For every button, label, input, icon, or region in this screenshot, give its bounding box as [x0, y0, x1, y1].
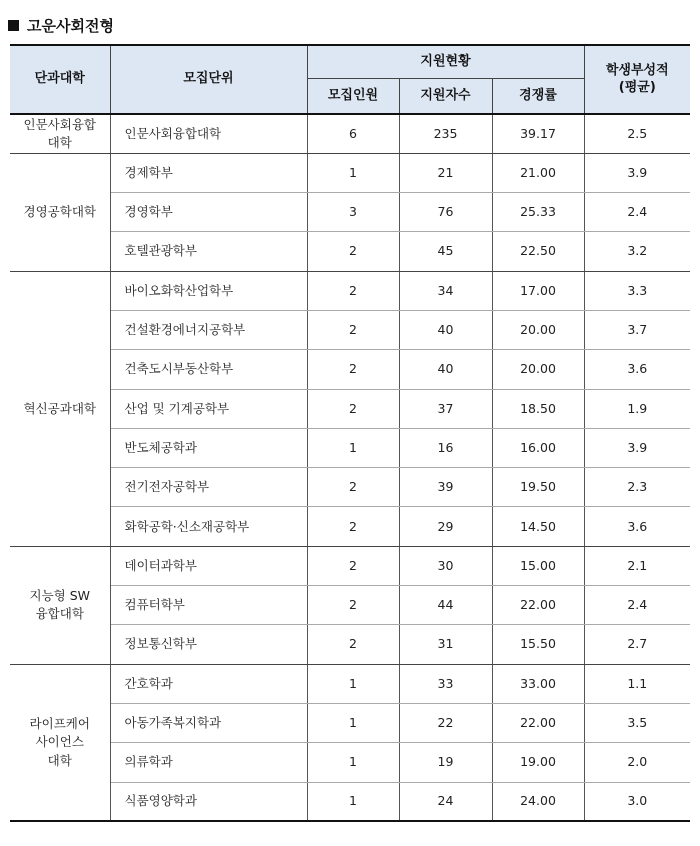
square-bullet-icon: [8, 20, 19, 31]
table-row: [10, 664, 690, 703]
unit-cell: 바이오화학산업학부: [110, 271, 307, 310]
applicants-cell: 21: [399, 153, 492, 192]
table-row: [10, 153, 690, 192]
applicants-cell: 37: [399, 389, 492, 428]
college-name-line: 혁신공과대학: [23, 400, 96, 416]
gpa-cell: 2.0: [584, 743, 690, 782]
unit-cell: 호텔관광학부: [110, 232, 307, 271]
quota-cell: 1: [307, 428, 399, 467]
applicants-cell: 24: [399, 782, 492, 821]
quota-cell: 2: [307, 389, 399, 428]
unit-cell: 데이터과학부: [110, 546, 307, 585]
gpa-cell: 3.2: [584, 232, 690, 271]
ratio-cell: 14.50: [492, 507, 584, 546]
applicants-cell: 34: [399, 271, 492, 310]
ratio-cell: 18.50: [492, 389, 584, 428]
ratio-cell: 20.00: [492, 350, 584, 389]
table-row: [10, 350, 690, 389]
ratio-cell: 20.00: [492, 310, 584, 349]
college-name-line: 라이프케어: [29, 716, 90, 732]
quota-cell: 2: [307, 232, 399, 271]
unit-cell: 경영학부: [110, 193, 307, 232]
ratio-cell: 39.17: [492, 114, 584, 154]
gpa-cell: 2.1: [584, 546, 690, 585]
unit-cell: 컴퓨터학부: [110, 586, 307, 625]
college-cell: [10, 153, 110, 271]
quota-cell: 1: [307, 703, 399, 742]
unit-cell: 경제학부: [110, 153, 307, 192]
unit-cell: 식품영양학과: [110, 782, 307, 821]
quota-cell: 2: [307, 586, 399, 625]
ratio-cell: 16.00: [492, 428, 584, 467]
quota-cell: 1: [307, 782, 399, 821]
ratio-cell: 24.00: [492, 782, 584, 821]
quota-cell: 6: [307, 114, 399, 154]
unit-cell: 의류학과: [110, 743, 307, 782]
table-body: [10, 114, 690, 822]
table-row: [10, 114, 690, 154]
applicants-cell: 30: [399, 546, 492, 585]
college-name-line: 대학: [47, 134, 72, 150]
quota-cell: 1: [307, 743, 399, 782]
unit-cell: 건설환경에너지공학부: [110, 310, 307, 349]
ratio-cell: 19.00: [492, 743, 584, 782]
quota-cell: 1: [307, 664, 399, 703]
gpa-cell: 2.3: [584, 468, 690, 507]
header-college: 단과대학: [10, 45, 110, 114]
gpa-cell: 2.4: [584, 586, 690, 625]
unit-cell: 화학공학·신소재공학부: [110, 507, 307, 546]
table-row: [10, 389, 690, 428]
unit-cell: 인문사회융합대학: [110, 114, 307, 154]
table-row: [10, 193, 690, 232]
unit-cell: 간호학과: [110, 664, 307, 703]
unit-cell: 정보통신학부: [110, 625, 307, 664]
applicants-cell: 76: [399, 193, 492, 232]
applicants-cell: 33: [399, 664, 492, 703]
quota-cell: 2: [307, 310, 399, 349]
gpa-cell: 2.5: [584, 114, 690, 154]
applicants-cell: 16: [399, 428, 492, 467]
quota-cell: 2: [307, 625, 399, 664]
applicants-cell: 19: [399, 743, 492, 782]
ratio-cell: 21.00: [492, 153, 584, 192]
gpa-cell: 2.7: [584, 625, 690, 664]
applicants-cell: 40: [399, 310, 492, 349]
section-title-text: 고운사회전형: [27, 16, 114, 35]
quota-cell: 2: [307, 350, 399, 389]
applicants-cell: 40: [399, 350, 492, 389]
applicants-cell: 45: [399, 232, 492, 271]
college-name-line: 경영공학대학: [23, 204, 96, 220]
quota-cell: 3: [307, 193, 399, 232]
table-row: [10, 232, 690, 271]
unit-cell: 반도체공학과: [110, 428, 307, 467]
quota-cell: 2: [307, 468, 399, 507]
header-unit: 모집단위: [110, 45, 307, 114]
quota-cell: 1: [307, 153, 399, 192]
gpa-cell: 2.4: [584, 193, 690, 232]
college-name-line: 융합대학: [35, 606, 84, 622]
gpa-cell: 3.9: [584, 428, 690, 467]
table-row: [10, 271, 690, 310]
table-row: [10, 428, 690, 467]
college-name-line: 지능형 SW: [29, 588, 90, 604]
gpa-cell: 3.5: [584, 703, 690, 742]
gpa-cell: 1.1: [584, 664, 690, 703]
table-row: [10, 743, 690, 782]
header-ratio: 경쟁률: [492, 78, 584, 114]
table-row: [10, 782, 690, 821]
gpa-cell: 3.3: [584, 271, 690, 310]
ratio-cell: 33.00: [492, 664, 584, 703]
header-gpa: [584, 45, 690, 114]
college-cell: [10, 546, 110, 664]
admission-results-table: [10, 44, 690, 822]
quota-cell: 2: [307, 507, 399, 546]
applicants-cell: 22: [399, 703, 492, 742]
college-name-line: 인문사회융합: [23, 116, 96, 132]
header-quota: 모집인원: [307, 78, 399, 114]
college-name-line: 사이언스: [35, 734, 84, 750]
gpa-cell: 1.9: [584, 389, 690, 428]
applicants-cell: 29: [399, 507, 492, 546]
ratio-cell: 15.50: [492, 625, 584, 664]
ratio-cell: 17.00: [492, 271, 584, 310]
unit-cell: 전기전자공학부: [110, 468, 307, 507]
college-cell: [10, 114, 110, 154]
applicants-cell: 235: [399, 114, 492, 154]
college-cell: [10, 271, 110, 546]
college-name-line: 대학: [47, 752, 72, 768]
section-title: [8, 14, 114, 36]
ratio-cell: 15.00: [492, 546, 584, 585]
header-gpa-sub: (평균): [618, 80, 656, 96]
ratio-cell: 19.50: [492, 468, 584, 507]
table-row: [10, 625, 690, 664]
unit-cell: 아동가족복지학과: [110, 703, 307, 742]
unit-cell: 산업 및 기계공학부: [110, 389, 307, 428]
gpa-cell: 3.9: [584, 153, 690, 192]
quota-cell: 2: [307, 271, 399, 310]
unit-cell: 건축도시부동산학부: [110, 350, 307, 389]
header-status: 지원현황: [307, 45, 584, 78]
table-row: [10, 507, 690, 546]
gpa-cell: 3.0: [584, 782, 690, 821]
table-row: [10, 468, 690, 507]
table-row: [10, 703, 690, 742]
gpa-cell: 3.7: [584, 310, 690, 349]
gpa-cell: 3.6: [584, 507, 690, 546]
ratio-cell: 22.00: [492, 703, 584, 742]
table-row: [10, 546, 690, 585]
table-row: [10, 310, 690, 349]
applicants-cell: 39: [399, 468, 492, 507]
ratio-cell: 22.50: [492, 232, 584, 271]
header-gpa-label: 학생부성적: [605, 62, 669, 78]
table-header: [10, 45, 690, 114]
college-cell: [10, 664, 110, 821]
gpa-cell: 3.6: [584, 350, 690, 389]
ratio-cell: 22.00: [492, 586, 584, 625]
applicants-cell: 31: [399, 625, 492, 664]
quota-cell: 2: [307, 546, 399, 585]
header-applicants: 지원자수: [399, 78, 492, 114]
table-row: [10, 586, 690, 625]
ratio-cell: 25.33: [492, 193, 584, 232]
applicants-cell: 44: [399, 586, 492, 625]
